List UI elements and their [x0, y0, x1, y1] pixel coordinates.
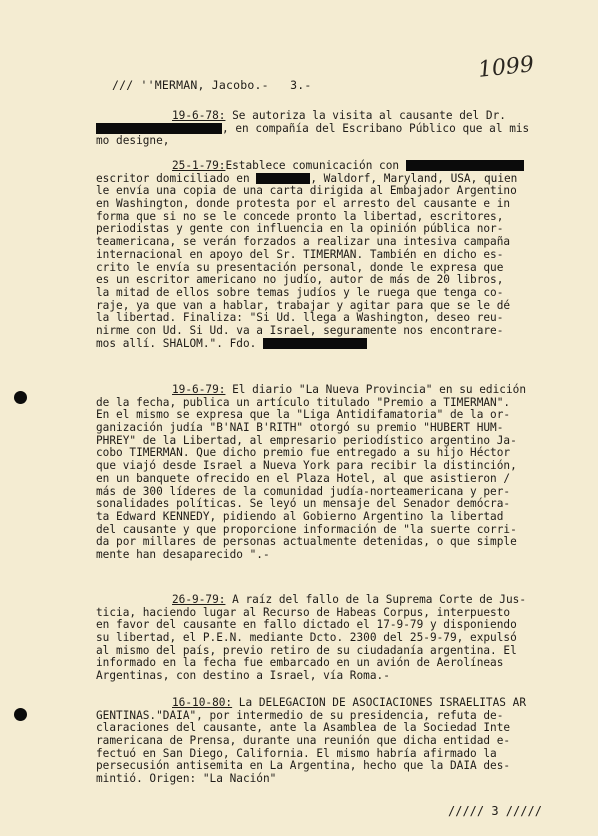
entry-text: , Waldorf, Maryland, USA, quien	[310, 171, 518, 185]
redaction-block	[263, 338, 367, 349]
handwritten-page-number: 1099	[476, 52, 536, 83]
entry-text: persecusión antisemita en La Argentina, hecho que la DAIA des-	[96, 759, 511, 773]
page-footer-marker: ///// 3 /////	[448, 804, 542, 818]
entry-date: 19-6-79:	[172, 383, 226, 396]
punch-hole-bottom	[14, 708, 27, 721]
entry-text: mo designe,	[96, 134, 170, 148]
entry-text: periodistas y gente con influencia en la opinión pública nor-	[96, 222, 504, 236]
entry-text: escritor domiciliado en	[96, 171, 250, 185]
entry-text: da por millares de personas actualmente detenidas, o que simple	[96, 535, 517, 549]
redaction-block	[96, 123, 222, 134]
entry-text: al mismo del país, previo retiro de su ciudadanía argentina. El	[96, 643, 517, 657]
entry-1979-01-25	[92, 160, 564, 350]
entry-date: 19-6-78:	[172, 109, 226, 122]
entry-text: su libertad, el P.E.N. mediante Dcto. 2300 del 25-9-79, expulsó	[96, 631, 517, 645]
entry-text: informado en la fecha fue embarcado en un avión de Aerolíneas	[96, 656, 504, 670]
entry-1978-06-19	[92, 110, 564, 148]
entry-text: del causante y que proporcione información de "la suerte corri-	[96, 522, 517, 536]
entry-text: ramericana de Prensa, durante una reunión que dicha entidad e-	[96, 734, 511, 748]
entry-text: ganización judía "B'NAI B'RITH" otorgó su premio "HUBERT HUM-	[96, 421, 504, 435]
entry-text: más de 300 líderes de la comunidad judía-norteamericana y per-	[96, 484, 511, 498]
document-header: /// ''MERMAN, Jacobo.- 3.-	[112, 78, 312, 92]
entry-date: 25-1-79:	[172, 159, 226, 172]
entry-text: El diario "La Nueva Provincia" en su edición	[225, 383, 526, 396]
entry-text: ta Edward KENNEDY, pidiendo al Gobierno Argentino la libertad	[96, 509, 504, 523]
entry-text: mente han desaparecido ".-	[96, 547, 270, 561]
entry-1979-09-26	[92, 594, 564, 683]
entry-text: La DELEGACION DE ASOCIACIONES ISRAELITAS AR	[232, 696, 527, 709]
entry-text: teamericana, se verán forzados a realizar una intesiva campaña	[96, 235, 511, 249]
entry-text: mintió. Origen: "La Nación"	[96, 772, 277, 786]
entry-text: ticia, haciendo lugar al Recurso de Habeas Corpus, interpuesto	[96, 605, 511, 619]
entry-text: PHREY" de la Libertad, al empresario periodístico argentino Ja-	[96, 433, 517, 447]
entry-text: en favor del causante en fallo dictado el 17-9-79 y disponiendo	[96, 618, 517, 632]
entry-text: Establece comunicación con	[225, 159, 400, 172]
entry-text: sonalidades políticas. Se leyó un mensaje del Senador demócra-	[96, 497, 511, 511]
entry-text: le envía una copia de una carta dirigida al Embajador Argentino	[96, 184, 517, 198]
entry-text: en un banquete ofrecido en el Plaza Hotel, al que asistieron /	[96, 471, 511, 485]
entry-text: que viajó desde Israel a Nueva York para recibir la distinción,	[96, 459, 517, 473]
entry-text: crito le envía su presentación personal, donde le expresa que	[96, 260, 504, 274]
entry-text: de la fecha, publica un artículo titulado "Premio a TIMERMAN".	[96, 395, 511, 409]
entry-1979-06-19	[92, 384, 564, 562]
entry-text: mos allí. SHALOM.". Fdo.	[96, 336, 257, 350]
entry-1980-10-16	[92, 697, 564, 786]
entry-text: forma que si no se le concede pronto la libertad, escritores,	[96, 209, 504, 223]
entry-date: 16-10-80:	[172, 696, 233, 709]
redaction-block	[256, 173, 310, 184]
entry-text: , en compañía del Escribano Público que al mis	[222, 121, 530, 135]
entry-text: En el mismo se expresa que la "Liga Antidifamatoria" de la or-	[96, 408, 511, 422]
entry-text: GENTINAS."DAIA", por intermedio de su presidencia, refuta de-	[96, 708, 504, 722]
redaction-block	[406, 160, 524, 171]
entry-date: 26-9-79:	[172, 593, 226, 606]
entry-text: Argentinas, con destino a Israel, vía Roma.-	[96, 669, 390, 683]
entry-text: fectuó en San Diego, California. El mismo habría afirmado la	[96, 746, 497, 760]
entry-text: claraciones del causante, ante la Asamblea de la Sociedad Inte	[96, 721, 511, 735]
punch-hole-top	[14, 391, 27, 404]
entry-text: es un escritor americano no judío, autor de más de 20 libros,	[96, 273, 504, 287]
entry-text: cobo TIMERMAN. Que dicho premio fue entregado a su hijo Héctor	[96, 446, 511, 460]
entry-text: Se autoriza la visita al causante del Dr.	[225, 109, 506, 122]
entry-text: raje, ya que van a hablar, trabajar y agitar para que se le dé	[96, 298, 511, 312]
entry-text: la libertad. Finaliza: "Si Ud. llega a Washington, deseo reu-	[96, 311, 504, 325]
entry-text: nirme con Ud. Si Ud. va a Israel, seguramente nos encontrare-	[96, 323, 504, 337]
entry-text: la mitad de ellos sobre temas judíos y le ruega que tenga co-	[96, 285, 504, 299]
entry-text: en Washington, donde protesta por el arresto del causante e in	[96, 197, 511, 211]
entry-text: internacional en apoyo del Sr. TIMERMAN. También en dicho es-	[96, 247, 504, 261]
entry-text: A raíz del fallo de la Suprema Corte de Jus-	[225, 593, 526, 606]
